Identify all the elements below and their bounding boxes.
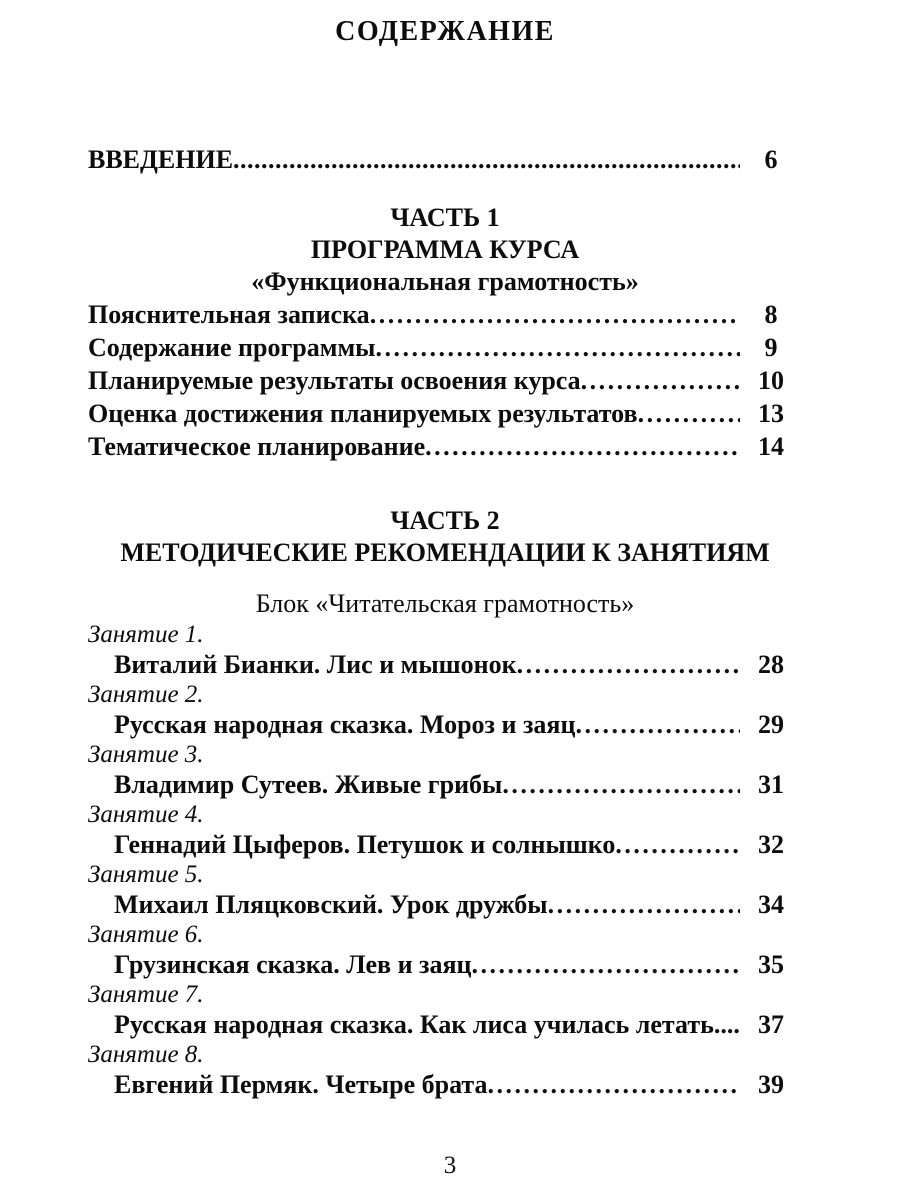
dot-leader [370,298,740,331]
toc-entry-lesson [88,830,802,860]
part2-heading [88,505,802,569]
part1-heading-line-2: ПРОГРАММА КУРСА [310,235,580,264]
part2-heading-line-2: МЕТОДИЧЕСКИЕ РЕКОМЕНДАЦИИ К ЗАНЯТИЯМ [120,538,770,567]
toc-entry-label: Оценка достижения планируемых результатов [88,399,638,428]
block-heading: Блок «Читательская грамотность» [255,589,635,618]
lesson-title: Михаил Пляцковский. Урок дружбы [114,890,548,919]
toc-entry-lesson [88,1010,802,1040]
lesson-title: Владимир Сутеев. Живые грибы [114,770,503,799]
toc-entry-page-number: 13 [758,399,784,428]
toc-entry-page-number: 39 [758,1070,784,1099]
toc-entry-label: Тематическое планирование [88,432,426,461]
toc-entry-lesson [88,650,802,680]
part1-heading-line-1: ЧАСТЬ 1 [390,203,500,232]
toc-entry-page-number: 8 [764,300,778,329]
toc-entry-page-number: 32 [758,830,784,859]
lesson-title: Виталий Бианки. Лис и мышонок [114,650,517,679]
toc-entry [88,298,802,331]
toc-entry-lesson [88,1070,802,1100]
lesson-title: Русская народная сказка. Как лиса училась летать... [114,1010,734,1039]
toc-entry-page-number: 14 [758,432,784,461]
lesson-session: Занятие 8. [88,1041,204,1068]
part1-heading-line-3: «Функциональная грамотность» [251,267,639,296]
lesson-title: Геннадий Цыферов. Петушок и солнышко [114,830,616,859]
toc-entry-label: Пояснительная записка [88,300,370,329]
toc-entry-page-number: 10 [758,366,784,395]
toc-entry-introduction [88,143,802,176]
dot-leader [487,1070,740,1100]
dot-leader [615,830,740,860]
toc-entry-page-number: 6 [764,145,778,174]
part2-heading-line-1: ЧАСТЬ 2 [390,506,500,535]
dot-leader [375,331,740,364]
part1-heading [88,202,802,298]
toc-entry-lesson [88,890,802,920]
toc-entry-page-number: 35 [758,950,784,979]
lesson-session: Занятие 1. [88,621,204,648]
toc-entry-lesson [88,710,802,740]
dot-leader [638,397,740,430]
dot-leader [472,950,740,980]
footer-page-number: 3 [443,1152,457,1179]
lesson-session: Занятие 7. [88,981,204,1008]
toc-entry-page-number: 29 [758,710,784,739]
dot-leader [733,1010,740,1040]
lesson-session: Занятие 4. [88,801,204,828]
dot-leader [233,143,740,176]
toc-entry [88,331,802,364]
toc-entry [88,430,802,463]
lesson-title: Евгений Пермяк. Четыре брата [114,1070,488,1099]
dot-leader [548,890,740,920]
dot-leader [502,770,740,800]
lesson-session: Занятие 2. [88,681,204,708]
toc-entry-label: Содержание программы [88,333,376,362]
toc-entry-page-number: 28 [758,650,784,679]
toc-entry-lesson [88,770,802,800]
toc-entry-page-number: 9 [764,333,778,362]
toc-entry-page-number: 31 [758,770,784,799]
dot-leader [581,364,740,397]
toc-entry-lesson [88,950,802,980]
toc-entry-label: Планируемые результаты освоения курса [88,366,581,395]
toc-entry-label: ВВЕДЕНИЕ [88,145,234,174]
dot-leader [425,430,740,463]
dot-leader [517,650,740,680]
dot-leader [575,710,740,740]
page-title: СОДЕРЖАНИЕ [335,16,555,47]
toc-entry [88,397,802,430]
lesson-session: Занятие 6. [88,921,204,948]
lesson-session: Занятие 5. [88,861,204,888]
lesson-session: Занятие 3. [88,741,204,768]
toc-entry [88,364,802,397]
toc-entry-page-number: 37 [758,1010,784,1039]
toc-entry-page-number: 34 [758,890,784,919]
lesson-title: Русская народная сказка. Мороз и заяц [114,710,576,739]
lesson-title: Грузинская сказка. Лев и заяц [114,950,472,979]
